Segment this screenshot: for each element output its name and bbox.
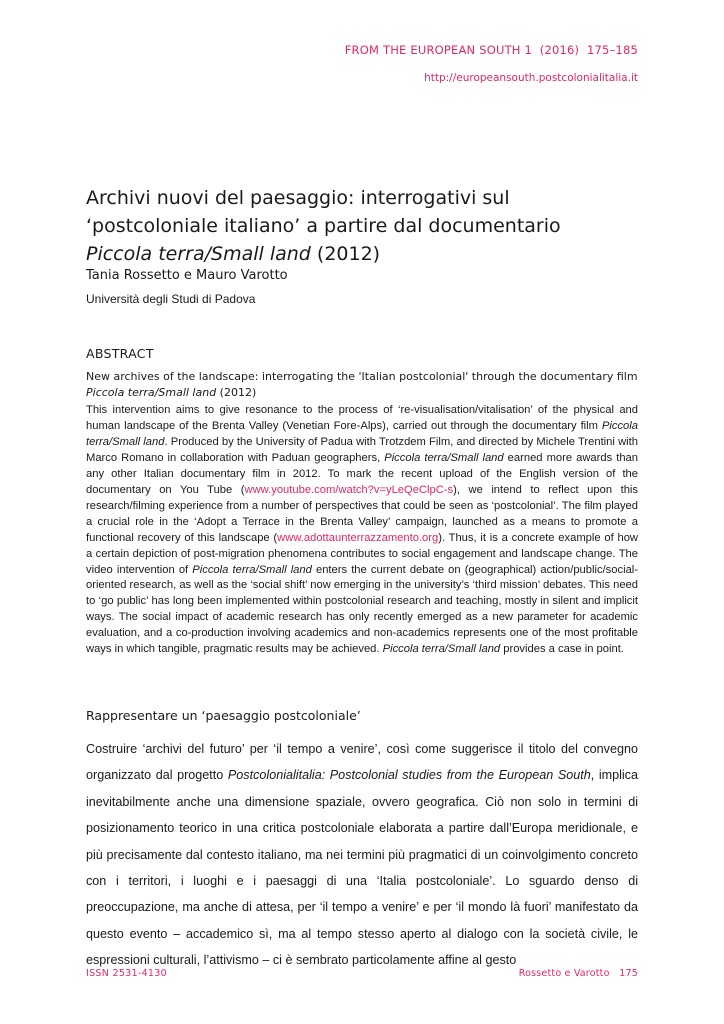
abstract-text: provides a case in point.	[500, 643, 624, 656]
body-text: Costruire ‘archivi del futuro’ per ‘il tempo a venire’, così come suggerisce il titolo del convegno organizzato dal progetto	[86, 742, 638, 783]
abstract-subtitle-text: New archives of the landscape: interrogating the 'Italian postcolonial' through the documentary film	[86, 370, 638, 383]
journal-name: FROM THE EUROPEAN SOUTH	[344, 43, 521, 57]
abstract-text: . Produced by the University of Padua with Trotzdem Film, and directed by Michele Trentini with Marco Romano in collaboration with Paduan geographers,	[86, 435, 638, 464]
footer-issn: ISSN 2531-4130	[86, 968, 167, 979]
abstract-body	[86, 403, 638, 658]
footer-authors: Rossetto e Varotto	[518, 968, 610, 979]
abstract-heading: ABSTRACT	[86, 346, 154, 361]
affiliation: Università degli Studi di Padova	[86, 292, 256, 306]
authors: Tania Rossetto e Mauro Varotto	[86, 268, 288, 283]
journal-header	[345, 43, 638, 57]
abstract-subtitle-film: Piccola terra/Small land	[86, 386, 217, 399]
section-heading: Rappresentare un ‘paesaggio postcoloniale’	[86, 708, 361, 723]
journal-year: (2016)	[539, 43, 580, 57]
abstract-text: enters the current debate on (geographical) action/public/social-oriented research, as well as the ‘social shift’ now emerging in the university’s ‘third mission’ debates. This need to ‘go public’ has long been implemented within postcolonial research and teaching, mostly in silent and implicit ways. The social impact of academic research has only recently emerged as a new parameter for academic evaluation, and a co-production involving academics and non-academics represents one of the most profitable ways in which tangible, pragmatic results may be achieved.	[86, 563, 638, 656]
film-title: Piccola terra/Small land	[384, 451, 504, 464]
film-title: Piccola terra/Small land	[382, 643, 501, 656]
body-paragraph	[86, 736, 638, 974]
abstract-text: ). Thus, it is a concrete example of how a certain depiction of post-migration phenomena contributes to social engagement and landscape change. The video intervention of	[86, 531, 638, 576]
abstract-subtitle-year: (2012)	[216, 386, 257, 399]
journal-issue: 1	[524, 43, 533, 57]
title-line-3	[86, 240, 646, 268]
body-text: , implica inevitabilmente anche una dimensione spaziale, ovvero geografica. Ciò non solo in termini di posizionamento teorico in una critica postcoloniale elaborata a partire dall’Europa meridionale, e più precisamente dal contesto italiano, ma nei termini più pragmatici di un coinvolgimento concreto con i territori, i luoghi e i paesaggi di una ‘Italia postcoloniale’. Lo sguardo denso di preoccupazione, ma anche di attesa, per ‘il tempo a venire’ e per ‘il mondo là fuori’ manifestato da questo evento – accademico sì, ma al tempo stesso aperto al dialogo con la società civile, le espressioni culturali, l’attivismo – ci è sembrato particolamente affine al gesto	[86, 768, 639, 968]
abstract-text: ), we intend to reflect upon this research/filming experience from a number of perspectives that could be seen as ‘postcolonial’. The film played a crucial role in the ‘Adopt a Terrace in the Brenta Valley’ campaign, launched as a means to promote a functional recovery of this landscape (	[86, 483, 639, 544]
title-line-1: Archivi nuovi del paesaggio: interrogativi sul	[86, 187, 510, 209]
footer-right	[519, 968, 638, 979]
title-film: Piccola terra/Small land	[86, 243, 311, 265]
project-title: Postcolonialitalia: Postcolonial studies from the European South	[227, 768, 591, 783]
article-title	[86, 184, 646, 268]
film-title: Piccola terra/Small land	[192, 563, 312, 576]
page-number: 175	[619, 968, 638, 979]
abstract-text: This intervention aims to give resonance to the process of ‘re-visualisation/vitalisation’ of the physical and human landscape of the Brenta Valley (Venetian Fore-Alps), carried out through the documentary film	[86, 404, 638, 432]
abstract-subtitle	[86, 369, 646, 401]
film-title: Piccola terra/Small land	[86, 419, 638, 448]
abstract-text: earned more awards than any other Italian documentary film in 2012. To mark the recent upload of the English version of the documentary on You Tube (	[86, 451, 638, 496]
youtube-link[interactable]: www.youtube.com/watch?v=yLeQeClpC-s	[244, 483, 454, 496]
journal-url[interactable]: http://europeansouth.postcolonialitalia.it	[424, 72, 638, 84]
terrace-site-link[interactable]: www.adottaunterrazzamento.org	[277, 531, 439, 544]
title-year: (2012)	[316, 243, 381, 265]
journal-pages: 175–185	[586, 43, 638, 57]
title-line-2: ‘postcoloniale italiano’ a partire dal documentario	[86, 215, 561, 237]
